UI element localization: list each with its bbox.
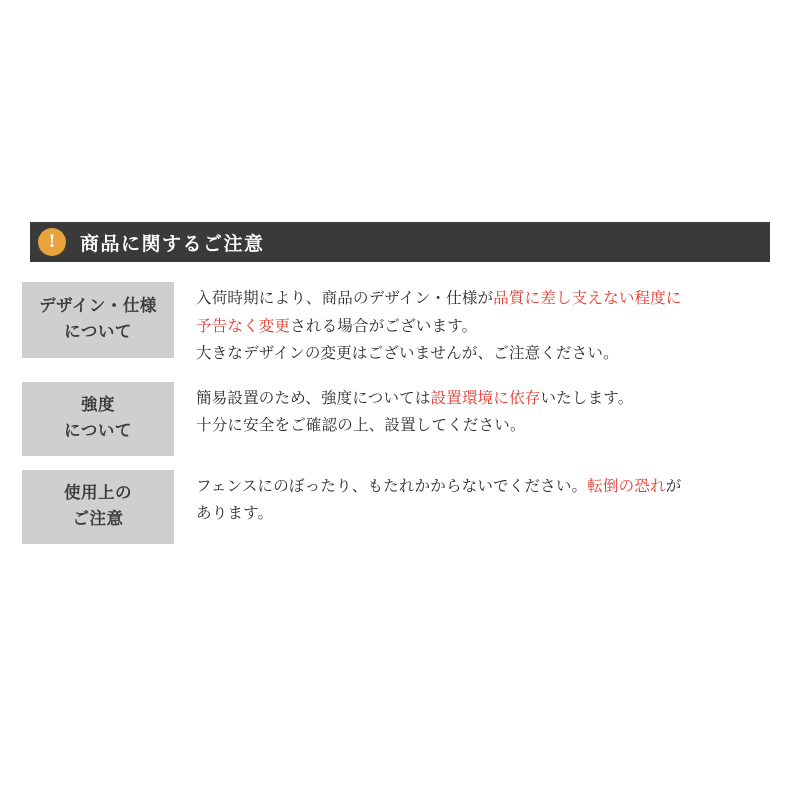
notice-header — [30, 222, 770, 262]
notice-paragraph — [196, 313, 772, 341]
notice-row — [22, 382, 772, 456]
notice-row — [22, 470, 772, 544]
notice-row-label-line1: デザイン・仕様 — [39, 297, 157, 316]
notice-row-label — [22, 282, 174, 358]
notice-row-body — [174, 382, 772, 440]
notice-row — [22, 282, 772, 368]
notice-row-label-line1: 強度 — [80, 396, 115, 415]
notice-row-label-line2: ご注意 — [72, 509, 124, 528]
notice-row-label — [22, 382, 174, 456]
notice-row-label-line2: について — [64, 421, 132, 440]
page-title: 商品に関するご注意 — [80, 233, 265, 255]
notice-paragraph — [196, 385, 772, 413]
notice-text: 簡易設置のため、強度については — [196, 389, 431, 407]
notice-paragraph — [196, 340, 772, 368]
notice-row-body — [174, 470, 772, 528]
notice-text: が — [665, 477, 682, 495]
exclamation-glyph: ! — [48, 231, 56, 252]
notice-paragraph — [196, 412, 772, 440]
notice-rows — [22, 282, 772, 558]
notice-row-label-line2: について — [64, 323, 132, 341]
notice-text: いたします。 — [540, 389, 634, 407]
notice-paragraph — [196, 473, 772, 501]
exclamation-icon — [38, 228, 66, 256]
notice-text: あります。 — [196, 505, 274, 523]
notice-text: される場合がございます。 — [290, 317, 478, 335]
notice-paragraph — [196, 500, 772, 528]
notice-paragraph — [196, 285, 772, 313]
notice-text-highlight: 設置環境に依存 — [430, 389, 541, 407]
notice-row-body — [174, 282, 772, 368]
notice-text-highlight: 転倒の恐れ — [587, 477, 666, 495]
notice-text: 十分に安全をご確認の上、設置してください。 — [196, 417, 526, 435]
notice-text-highlight: 品質に差し支えない程度に — [493, 290, 682, 307]
notice-row-label — [22, 470, 174, 544]
notice-text: フェンスにのぼったり、もたれかからないでください。 — [196, 477, 588, 495]
notice-text-highlight: 予告なく変更 — [196, 317, 291, 335]
notice-text: 入荷時期により、商品のデザイン・仕様が — [196, 290, 494, 307]
notice-row-label-line1: 使用上の — [64, 484, 132, 503]
notice-text: 大きなデザインの変更はございませんが、ご注意ください。 — [196, 345, 619, 363]
